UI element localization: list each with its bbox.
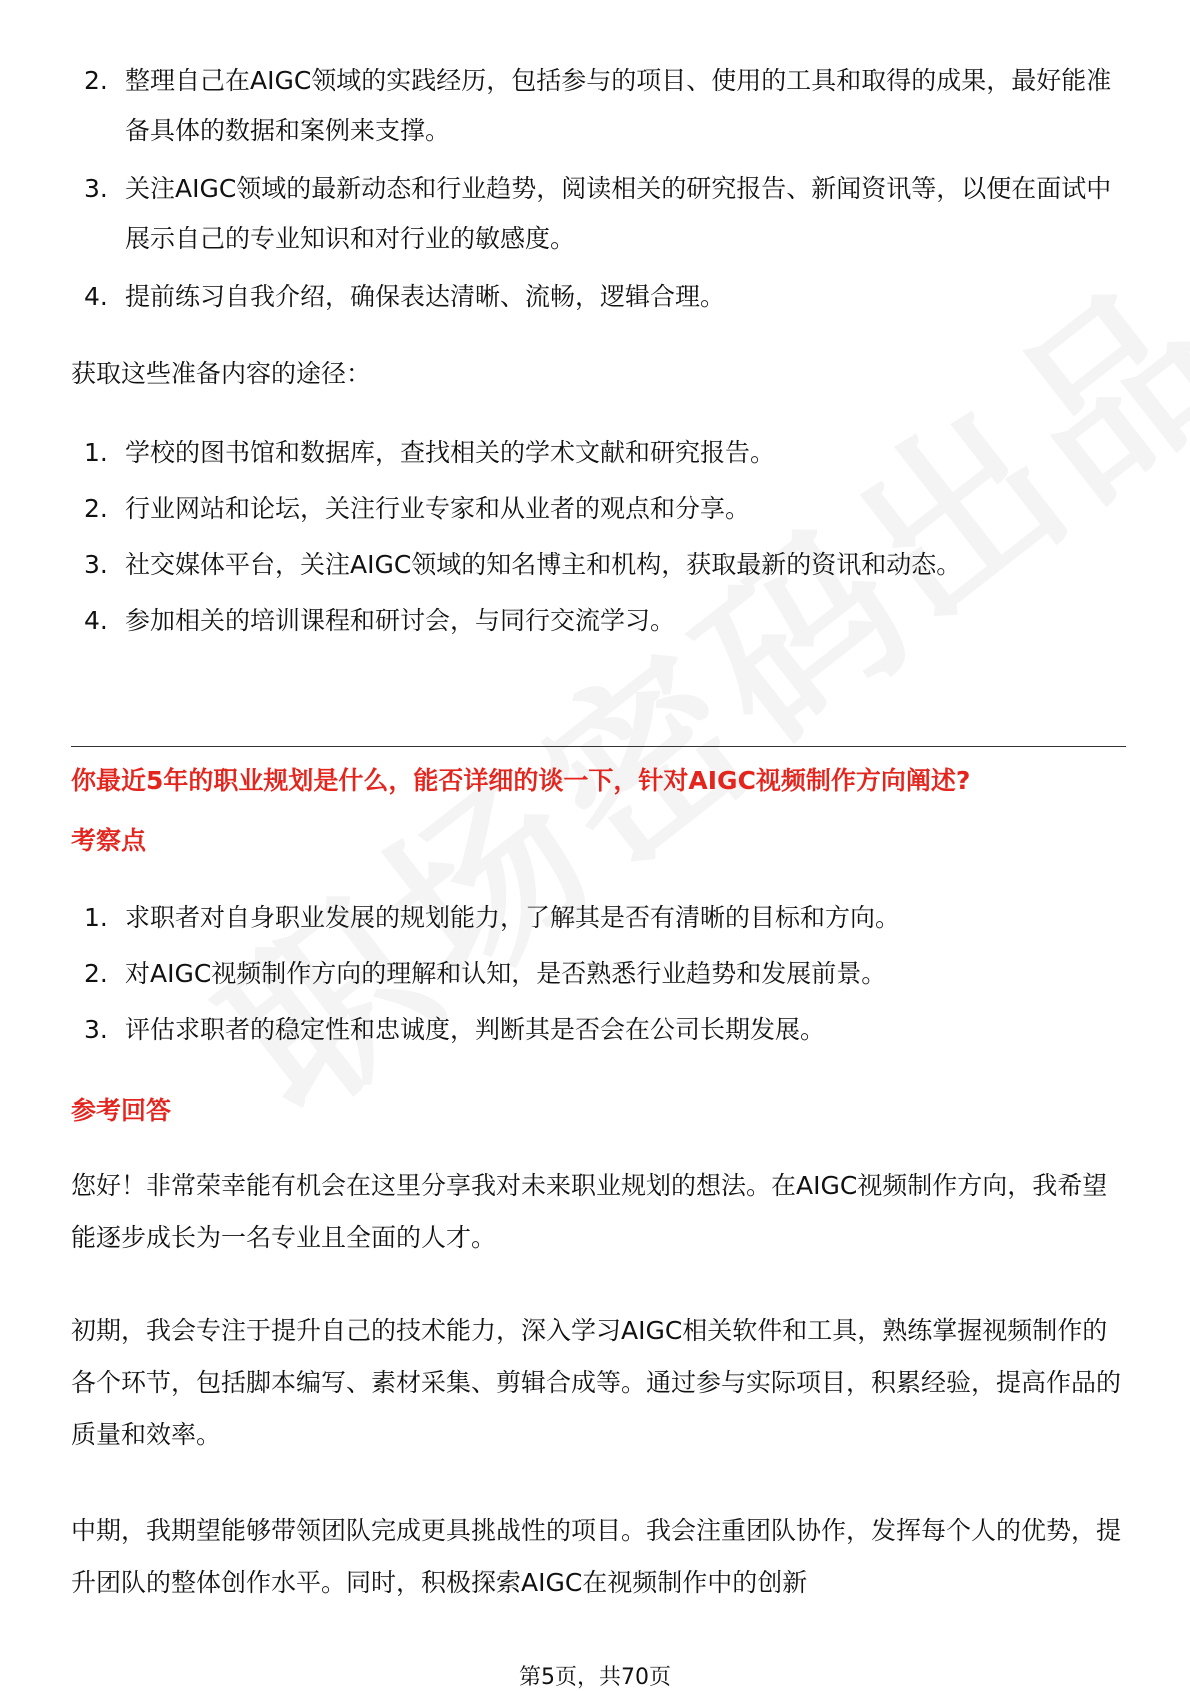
sources-heading: 获取这些准备内容的途径： — [71, 359, 372, 388]
answer-heading: 参考回答 — [71, 1096, 172, 1125]
answer-paragraph: 您好！非常荣幸能有机会在这里分享我对未来职业规划的想法。在AIGC视频制作方向，我希望能逐步成长为一名专业且全面的人才。 — [71, 1171, 1108, 1252]
list-text: 求职者对自身职业发展的规划能力，了解其是否有清晰的目标和方向。 — [125, 903, 901, 932]
list-text: 参加相关的培训课程和研讨会，与同行交流学习。 — [125, 606, 676, 635]
list-text: 学校的图书馆和数据库，查找相关的学术文献和研究报告。 — [125, 438, 776, 467]
list-item — [0, 272, 1190, 322]
list-number: 4. — [84, 282, 108, 311]
list-text: 社交媒体平台，关注AIGC领域的知名博主和机构，获取最新的资讯和动态。 — [125, 550, 962, 579]
list-number: 3. — [84, 1015, 108, 1044]
list-item — [0, 56, 1190, 156]
list-item — [0, 596, 1190, 646]
answer-paragraph: 初期，我会专注于提升自己的技术能力，深入学习AIGC相关软件和工具，熟练掌握视频制作的各个环节，包括脚本编写、素材采集、剪辑合成等。通过参与实际项目，积累经验，提高作品的质量和效率。 — [71, 1316, 1122, 1449]
list-number: 3. — [84, 174, 108, 203]
question-title: 你最近5年的职业规划是什么，能否详细的谈一下，针对AIGC视频制作方向阐述? — [71, 766, 971, 795]
sources-list — [0, 428, 1190, 652]
focus-list — [0, 893, 1190, 1061]
list-text: 关注AIGC领域的最新动态和行业趋势，阅读相关的研究报告、新闻资讯等，以便在面试中展示自己的专业知识和对行业的敏感度。 — [125, 174, 1112, 253]
list-item — [0, 893, 1190, 943]
preparation-list — [0, 56, 1190, 330]
list-number: 4. — [84, 606, 108, 635]
list-text: 提前练习自我介绍，确保表达清晰、流畅，逻辑合理。 — [125, 282, 726, 311]
list-item — [0, 484, 1190, 534]
list-number: 1. — [84, 903, 108, 932]
list-item — [0, 164, 1190, 264]
section-divider — [71, 746, 1126, 747]
list-text: 行业网站和论坛，关注行业专家和从业者的观点和分享。 — [125, 494, 751, 523]
list-text: 整理自己在AIGC领域的实践经历，包括参与的项目、使用的工具和取得的成果，最好能准备具体的数据和案例来支撑。 — [125, 66, 1112, 145]
list-item — [0, 949, 1190, 999]
list-text: 评估求职者的稳定性和忠诚度，判断其是否会在公司长期发展。 — [125, 1015, 826, 1044]
list-number: 2. — [84, 959, 108, 988]
page-footer: 第5页，共70页 — [519, 1665, 671, 1690]
list-item — [0, 1005, 1190, 1055]
list-item — [0, 428, 1190, 478]
list-number: 2. — [84, 494, 108, 523]
list-number: 1. — [84, 438, 108, 467]
answer-paragraph: 中期，我期望能够带领团队完成更具挑战性的项目。我会注重团队协作，发挥每个人的优势，提升团队的整体创作水平。同时，积极探索AIGC在视频制作中的创新 — [71, 1516, 1122, 1597]
list-text: 对AIGC视频制作方向的理解和认知，是否熟悉行业趋势和发展前景。 — [125, 959, 887, 988]
focus-heading: 考察点 — [71, 826, 147, 855]
list-item — [0, 540, 1190, 590]
list-number: 3. — [84, 550, 108, 579]
list-number: 2. — [84, 66, 108, 95]
